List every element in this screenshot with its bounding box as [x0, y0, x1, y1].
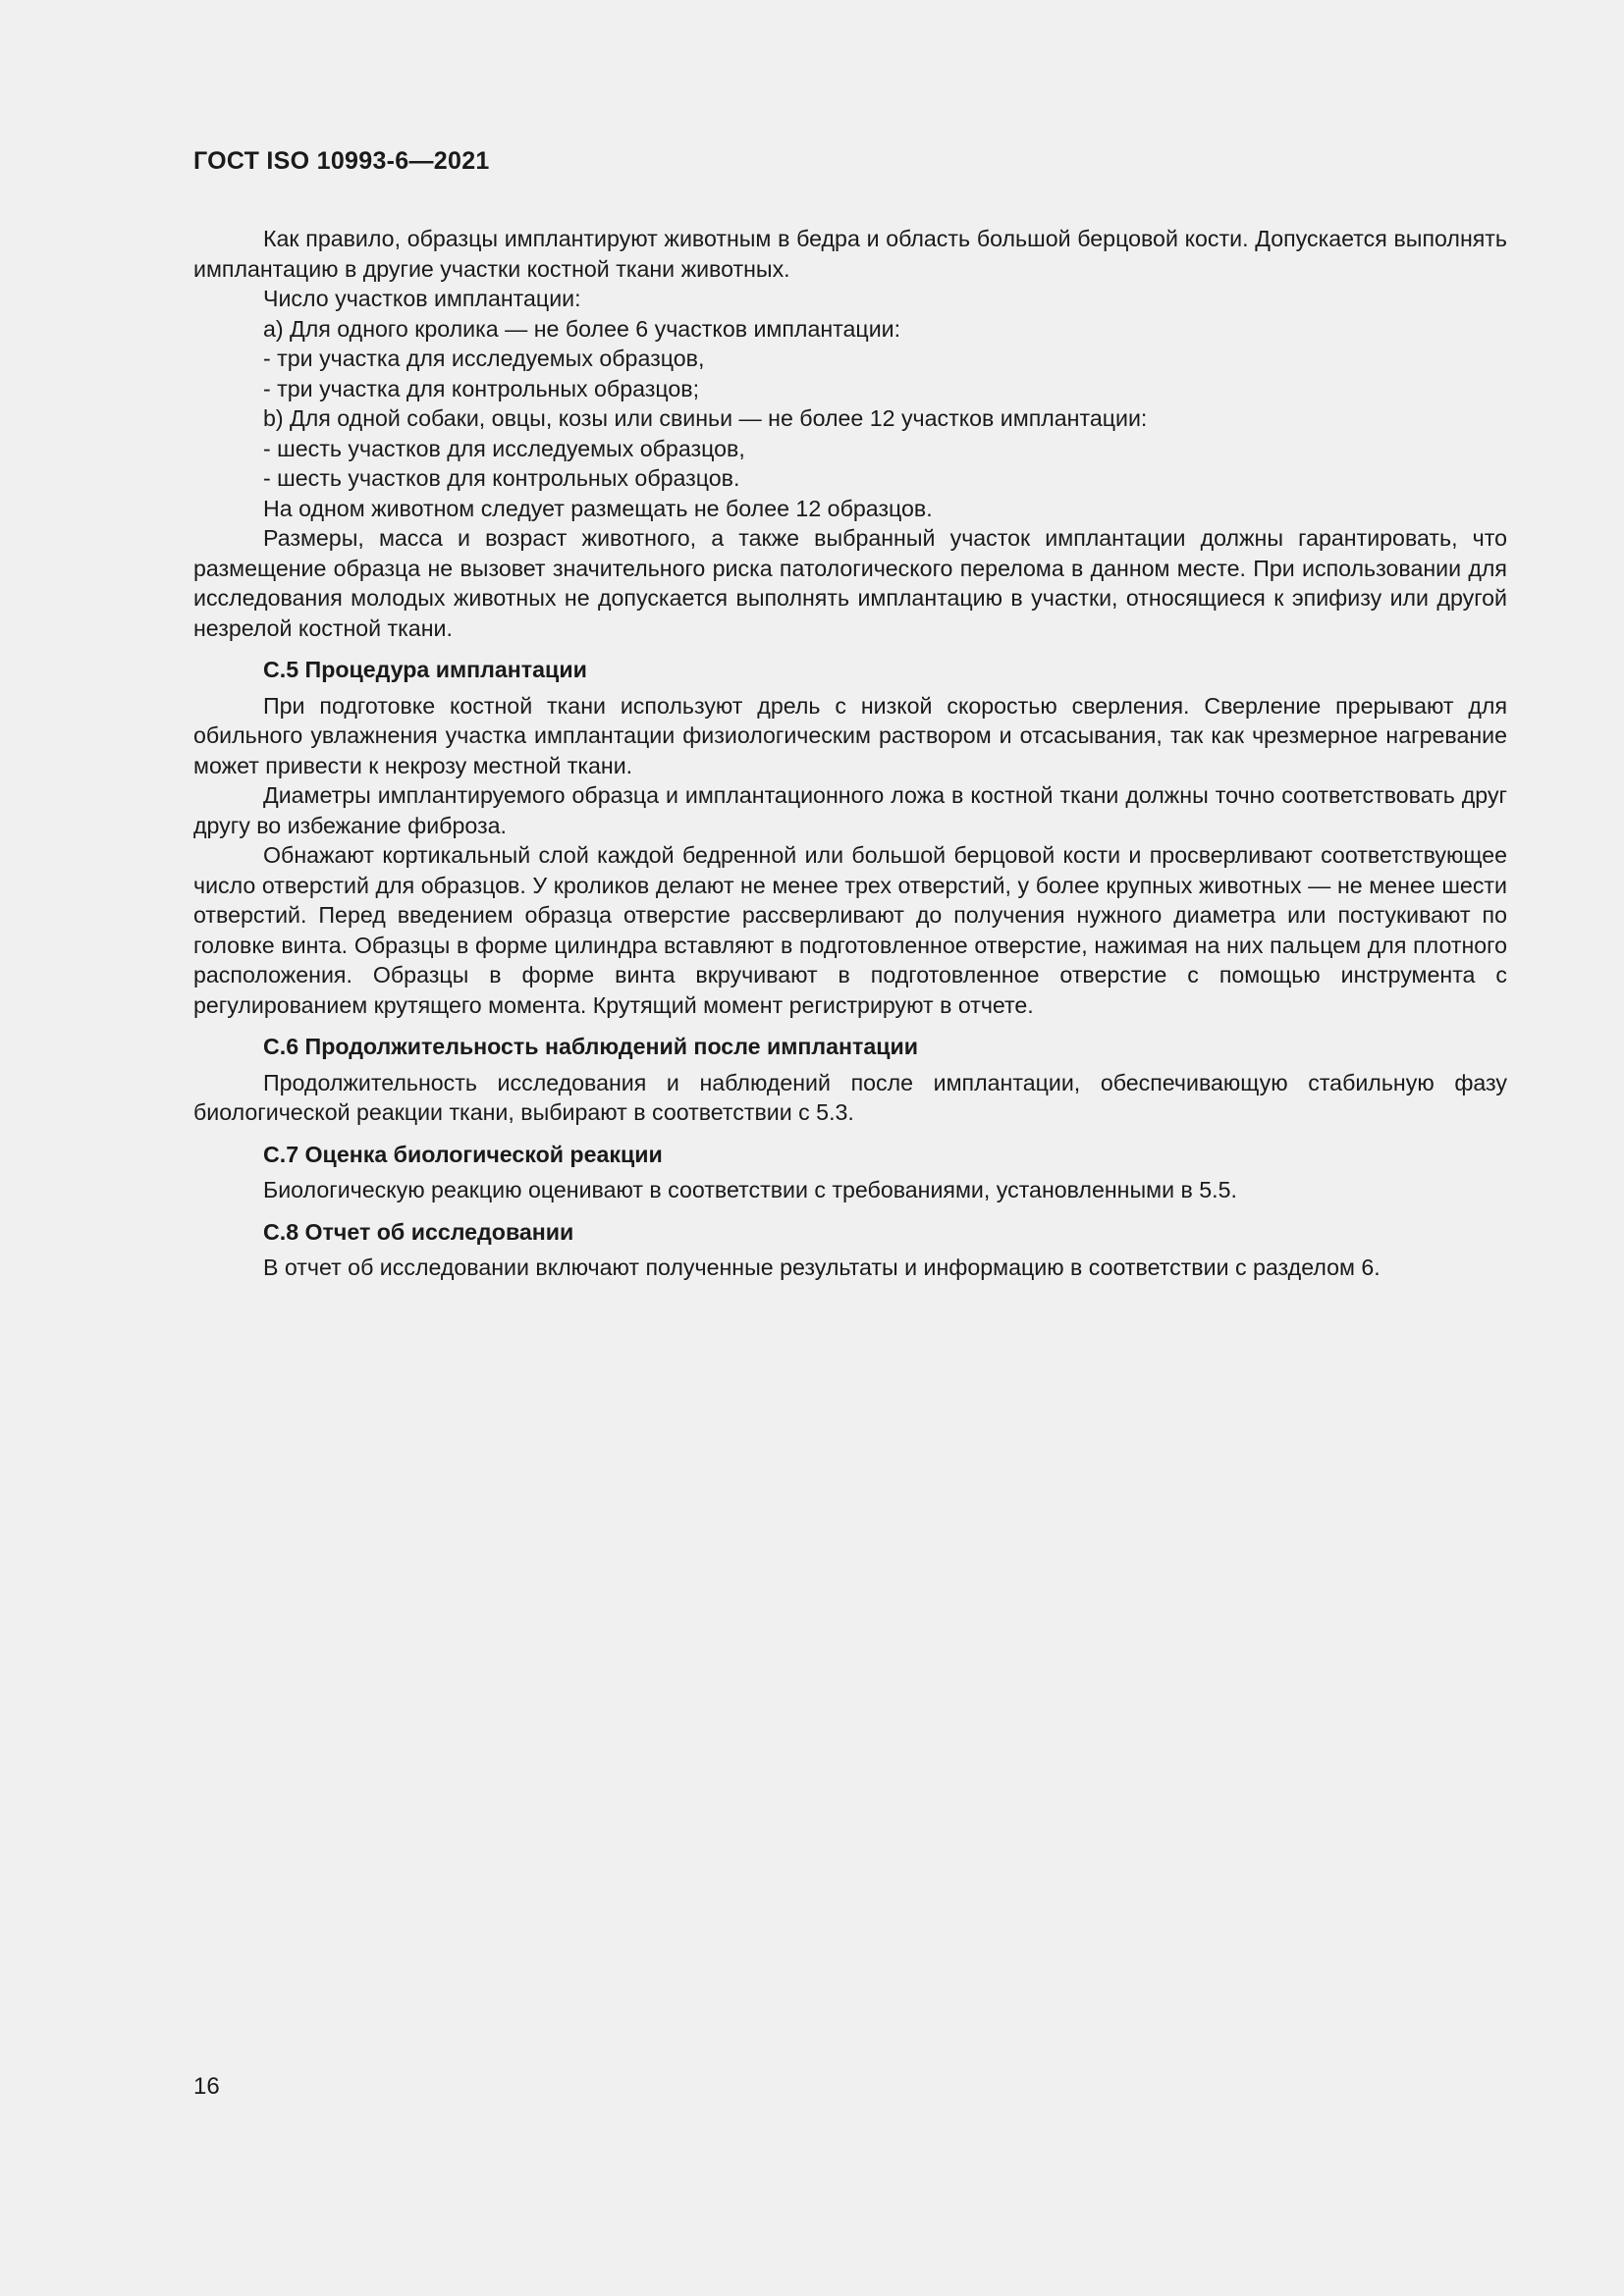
- paragraph-c8-report: В отчет об исследовании включают полученные результаты и информацию в соответствии с разделом 6.: [263, 1255, 1380, 1280]
- paragraph-c5-procedure: Обнажают кортикальный слой каждой бедренной или большой берцовой кости и просверливают соответствующее число отверстий для образцов. У кроликов делают не менее трех отверстий, у более крупных животных — не менее шести отверстий. Перед введением образца отверстие рассверливают до получения нужного диаметра или постукивают по головке винта. Образцы в форме цилиндра вставляют в подготовленное отверстие, нажимая на них пальцем для плотного расположения. Образцы в форме винта вкручивают в подготовленное отверстие с помощью инструмента с регулированием крутящего момента. Крутящий момент регистрируют в отчете.: [193, 842, 1507, 1018]
- paragraph-site-count-intro: Число участков имплантации:: [263, 286, 581, 311]
- list-item-rabbit-test: - три участка для исследуемых образцов,: [263, 346, 705, 371]
- paragraph-max-samples: На одном животном следует размещать не более 12 образцов.: [263, 495, 933, 521]
- section-heading-c7: С.7 Оценка биологической реакции: [263, 1141, 663, 1167]
- document-body: [193, 224, 1507, 1283]
- page-number: 16: [193, 2073, 220, 2100]
- paragraph-animal-size: Размеры, масса и возраст животного, а также выбранный участок имплантации должны гарантировать, что размещение образца не вызовет значительного риска патологического перелома в данном месте. При использовании для исследования молодых животных не допускается выполнять имплантацию в участки, относящиеся к эпифизу или другой незрелой костной ткани.: [193, 525, 1507, 641]
- section-heading-c5: С.5 Процедура имплантации: [263, 657, 587, 682]
- list-item-large-animal-test: - шесть участков для исследуемых образцов,: [263, 435, 745, 461]
- paragraph-c5-diameters: Диаметры имплантируемого образца и имплантационного ложа в костной ткани должны точно соответствовать друг другу во избежание фиброза.: [193, 782, 1507, 838]
- list-item-rabbit-control: - три участка для контрольных образцов;: [263, 375, 700, 401]
- document-code-header: ГОСТ ISO 10993-6—2021: [193, 147, 490, 175]
- paragraph-c5-drilling: При подготовке костной ткани используют дрель с низкой скоростью сверления. Сверление прерывают для обильного увлажнения участка имплантации физиологическим раствором и отсасывания, так как чрезмерное нагревание может привести к некрозу местной ткани.: [193, 692, 1507, 778]
- paragraph-c7-evaluation: Биологическую реакцию оценивают в соответствии с требованиями, установленными в 5.5.: [263, 1177, 1237, 1202]
- section-heading-c8: С.8 Отчет об исследовании: [263, 1218, 574, 1245]
- list-item-large-animal-control: - шесть участков для контрольных образцов.: [263, 465, 740, 491]
- list-item-rabbit: a) Для одного кролика — не более 6 участков имплантации:: [263, 315, 901, 342]
- paragraph-implant-sites: Как правило, образцы имплантируют животным в бедра и область большой берцовой кости. Допускается выполнять имплантацию в другие участки костной ткани животных.: [193, 226, 1507, 282]
- list-item-large-animal: b) Для одной собаки, овцы, козы или свиньи — не более 12 участков имплантации:: [263, 405, 1148, 431]
- section-heading-c6: С.6 Продолжительность наблюдений после имплантации: [263, 1034, 919, 1059]
- paragraph-c6-duration: Продолжительность исследования и наблюдений после имплантации, обеспечивающую стабильную фазу биологической реакции ткани, выбирают в соответствии с 5.3.: [193, 1069, 1507, 1125]
